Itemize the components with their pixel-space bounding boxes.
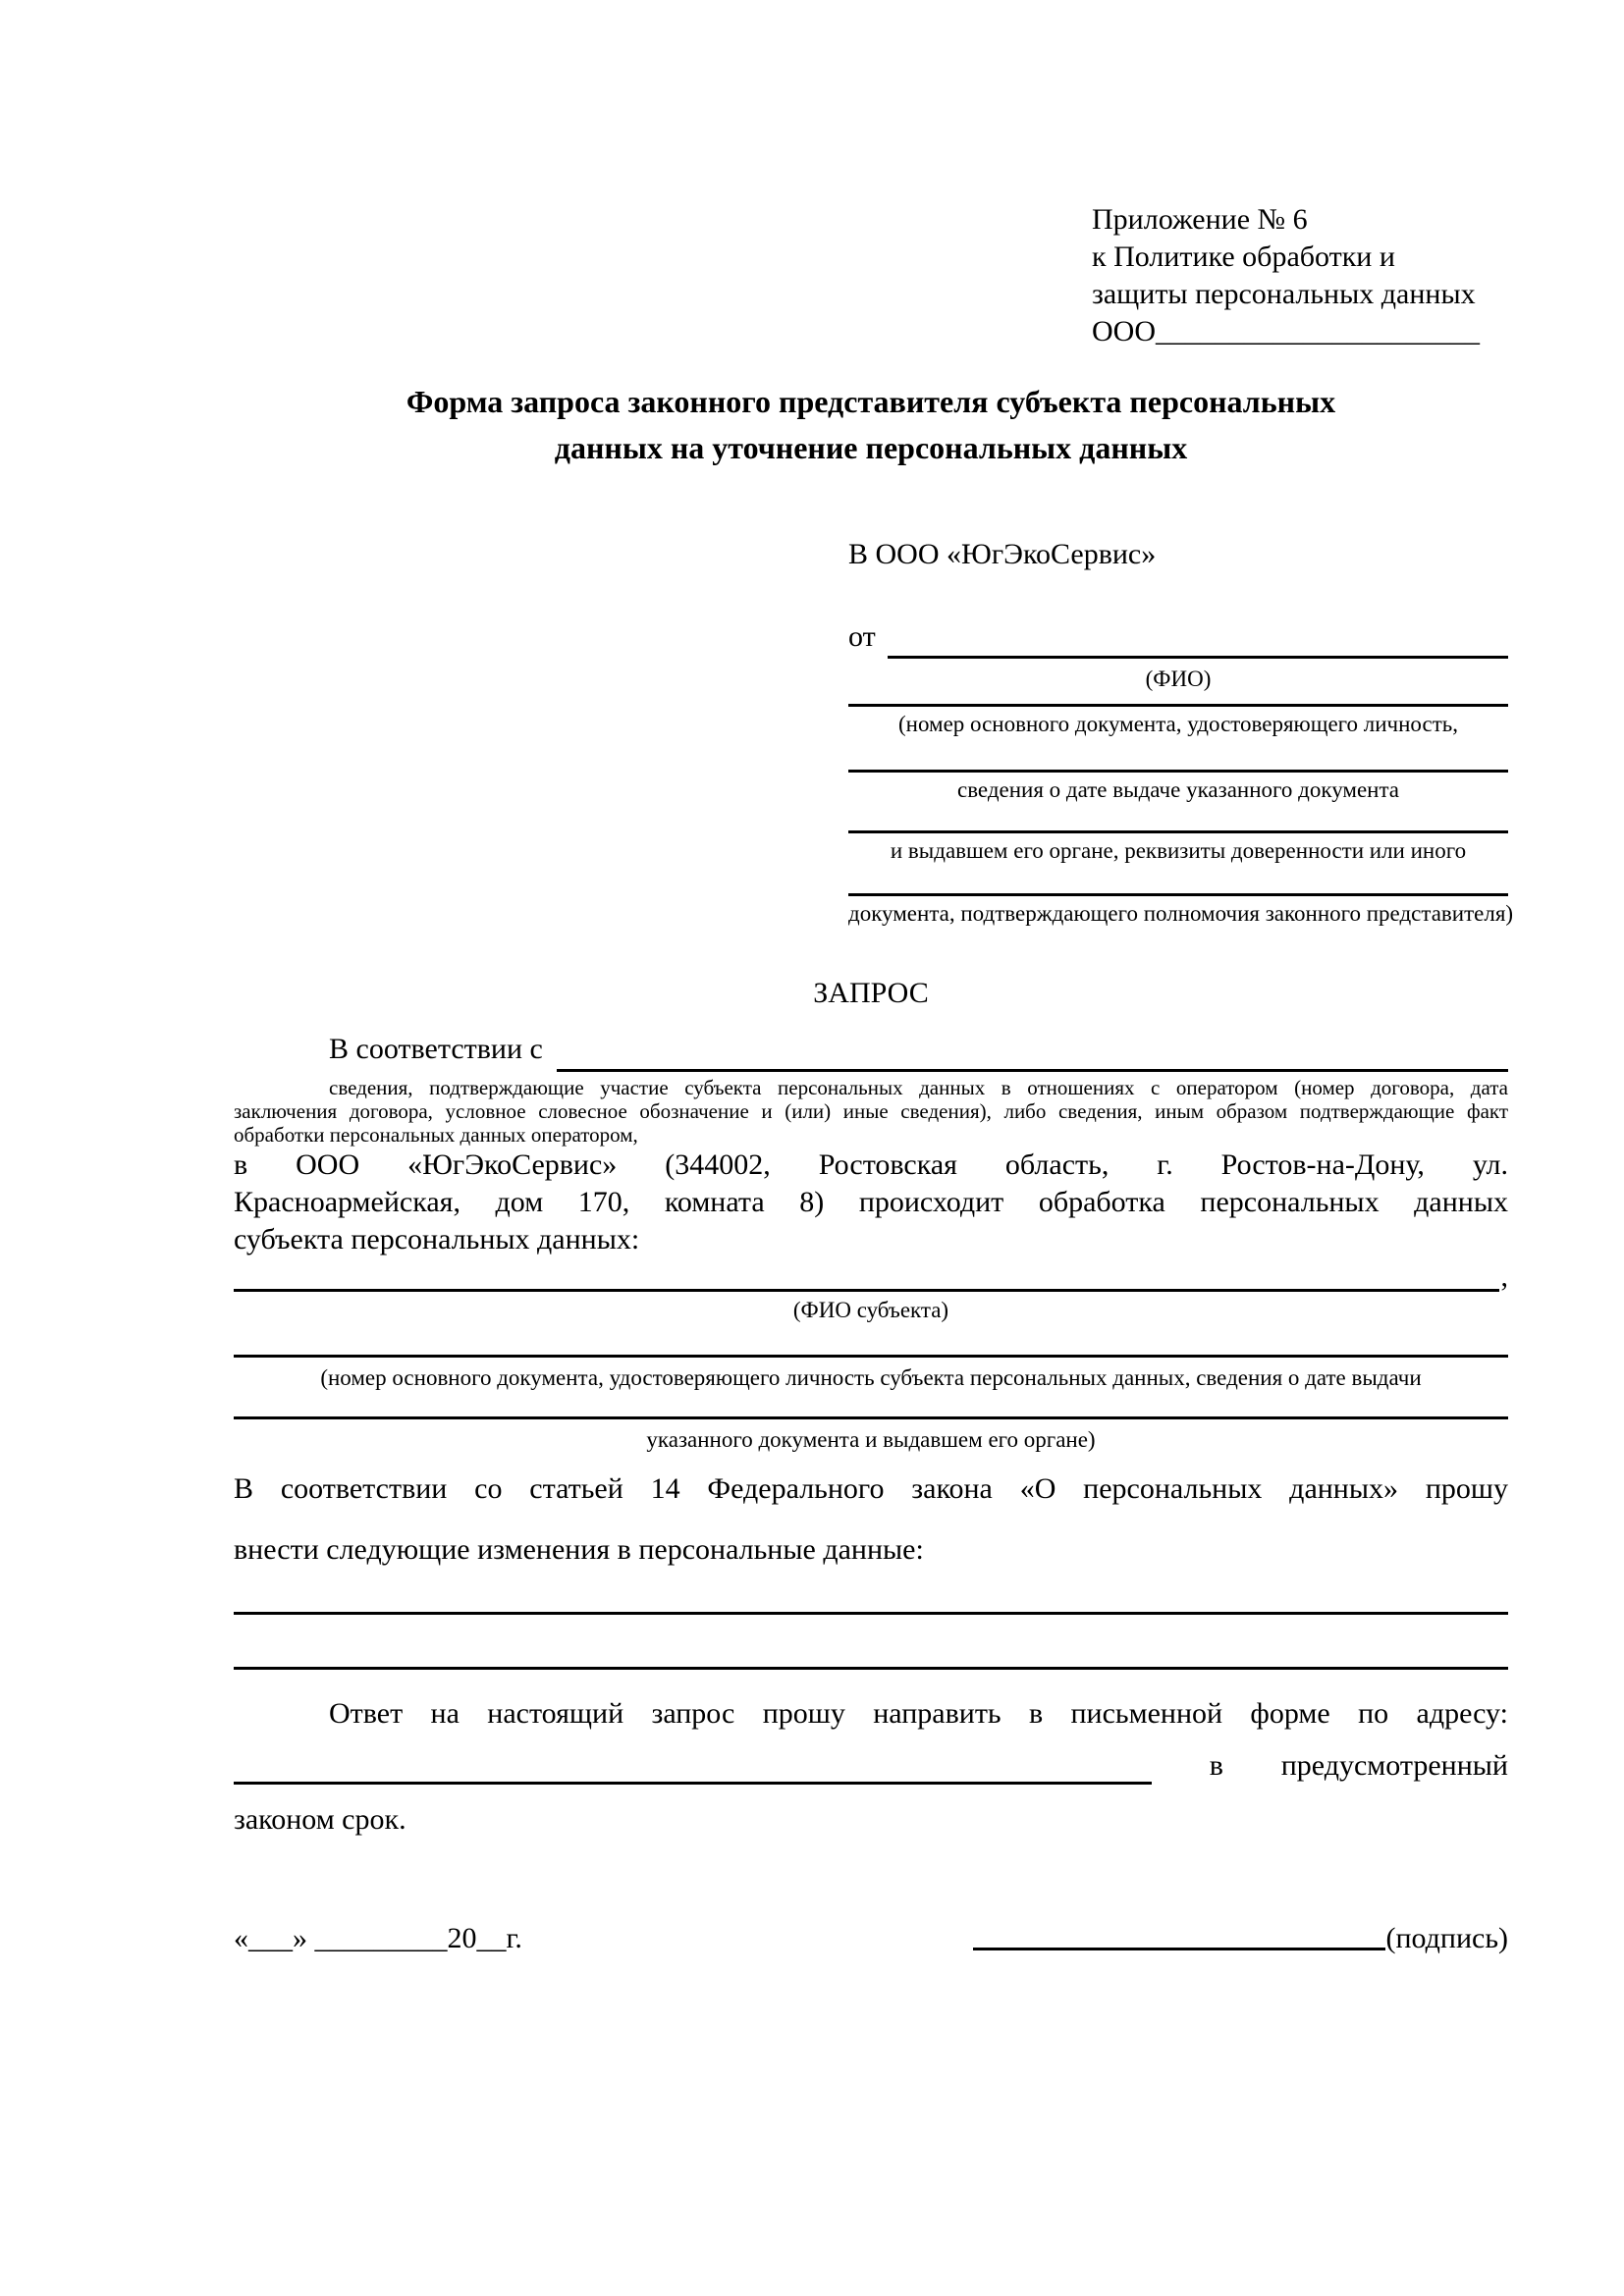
appendix-line: Приложение № 6 (1092, 203, 1308, 236)
subject-blank-line (234, 1289, 1499, 1292)
footnote-line: сведения, подтверждающие участие субъекта персональных данных в отношениях с оператором (номер договора, дата (329, 1076, 1508, 1099)
signature-blank-line (973, 1948, 1385, 1950)
subject-caption: (номер основного документа, удостоверяющего личность субъекта персональных данных, сведения о дате выдачи (320, 1365, 1422, 1390)
appendix-org-line: ООО______________________ (1092, 315, 1480, 347)
doc-caption: документа, подтверждающего полномочия законного представителя) (848, 901, 1514, 926)
doc-blank-line (848, 770, 1508, 773)
appendix-line: защиты персональных данных (1092, 278, 1476, 310)
footnote (234, 1076, 1508, 1147)
reply-paragraph (234, 1694, 1508, 1840)
appendix-line: к Политике обработки и (1092, 240, 1395, 273)
reply-paragraph-line: Ответ на настоящий запрос прошу направить в письменной форме по адресу: (329, 1697, 1508, 1730)
accordance-blank-line (557, 1069, 1508, 1072)
subject-blank-row (234, 1256, 1508, 1292)
document-title (234, 379, 1508, 471)
law-paragraph-line: В соответствии со статьей 14 Федерального закона «О персональных данных» прошу (234, 1472, 1508, 1505)
from-label: от (848, 620, 876, 653)
doc-blank-line (848, 830, 1508, 833)
operator-paragraph-line: субъекта персональных данных: (234, 1223, 640, 1255)
request-heading: ЗАПРОС (813, 977, 929, 1009)
from-row (848, 615, 1508, 659)
subject-blank-line (234, 1355, 1508, 1358)
footnote-line: заключения договора, условное словесное обозначение и (или) иные сведения), либо сведения, иным образом подтверждающие факт (234, 1099, 1508, 1123)
appendix-note (1092, 201, 1480, 350)
from-blank-line (888, 656, 1508, 659)
address-blank-line (234, 1782, 1152, 1785)
doc-blank-line (848, 704, 1508, 707)
fio-caption: (ФИО) (1145, 667, 1212, 691)
document-title-line: Форма запроса законного представителя субъекта персональных (406, 384, 1336, 419)
footer-row (234, 1919, 1508, 1958)
signature-block (973, 1919, 1508, 1958)
changes-blanks (234, 1571, 1508, 1670)
accordance-text: В соответствии с (329, 1033, 543, 1065)
law-paragraph (234, 1459, 1508, 1580)
subject-comma: , (1500, 1260, 1508, 1293)
footnote-line: обработки персональных данных оператором, (234, 1123, 638, 1147)
operator-paragraph-line: Красноармейская, дом 170, комната 8) происходит обработка персональных данных (234, 1186, 1508, 1218)
doc-blank-line (848, 893, 1508, 896)
subject-blanks (234, 1256, 1508, 1453)
addressee-org: В ООО «ЮгЭкоСервис» (848, 538, 1157, 570)
operator-paragraph-line: в ООО «ЮгЭкоСервис» (344002, Ростовская область, г. Ростов-на-Дону, ул. (234, 1148, 1508, 1181)
subject-blank-line (234, 1416, 1508, 1419)
changes-blank-line (234, 1667, 1508, 1670)
operator-paragraph (234, 1147, 1508, 1258)
address-blank-row (234, 1747, 1508, 1785)
reply-word: предусмотренный (1280, 1749, 1508, 1782)
signature-caption: (подпись) (1385, 1922, 1508, 1954)
reply-paragraph-line: законом срок. (234, 1803, 406, 1836)
date-line: «___» _________20__г. (234, 1922, 522, 1954)
document-title-line: данных на уточнение персональных данных (554, 430, 1188, 465)
doc-caption: (номер основного документа, удостоверяющего личность, (897, 712, 1458, 736)
doc-caption: сведения о дате выдаче указанного документа (956, 777, 1400, 802)
addressee-block (848, 535, 1514, 927)
accordance-row (234, 1027, 1508, 1072)
doc-caption: и выдавшем его органе, реквизиты доверенности или иного (890, 838, 1467, 863)
subject-caption: указанного документа и выдавшем его органе) (646, 1427, 1096, 1452)
law-paragraph-line: внести следующие изменения в персональные данные: (234, 1533, 924, 1566)
changes-blank-line (234, 1571, 1508, 1615)
reply-word: в (1209, 1749, 1223, 1782)
subject-caption: (ФИО субъекта) (792, 1298, 949, 1322)
